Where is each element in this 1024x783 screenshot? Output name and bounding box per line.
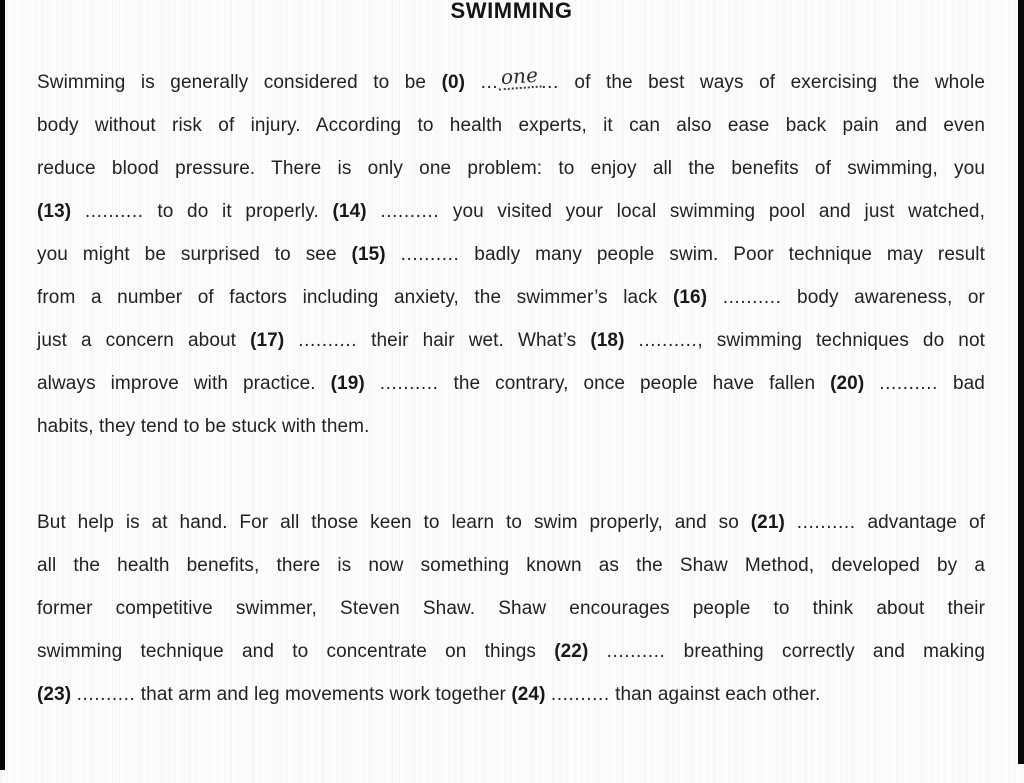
- gap-dots: ..........: [638, 330, 698, 351]
- text-line: [37, 190, 985, 233]
- gap-number: (15): [351, 244, 386, 265]
- text-run: than against each other.: [609, 684, 821, 705]
- gap-number: (21): [750, 512, 785, 533]
- gap-dots: ..........: [796, 512, 856, 533]
- text-line: [37, 501, 985, 544]
- gap-dots: ..........: [879, 373, 939, 394]
- text-line: [37, 147, 985, 190]
- gap-dots: ..........: [380, 201, 440, 222]
- text-line: [37, 104, 985, 147]
- text-run: badly many people swim. Poor technique may result: [459, 244, 985, 265]
- paragraph: [37, 61, 985, 448]
- text-run: bad: [938, 373, 985, 394]
- gap-dots: ..........: [379, 373, 439, 394]
- text-line: [37, 61, 985, 104]
- text-run: from a number of factors including anxiety, the swimmer’s lack: [37, 287, 673, 308]
- text-run: , swimming techniques do not: [697, 330, 985, 351]
- page-title: SWIMMING: [450, 0, 573, 23]
- text-run: their hair wet. What’s: [357, 330, 591, 351]
- text-run: Swimming is generally considered to be: [37, 72, 442, 93]
- text-run: you might be surprised to see: [37, 244, 352, 265]
- gap-number: (20): [830, 373, 865, 394]
- gap-dots: ..........: [76, 684, 136, 705]
- gap-number: (24): [511, 684, 546, 705]
- text-run: that arm and leg movements work together: [135, 684, 512, 705]
- text-run: body without risk of injury. According to health experts, it can also ease back pain and even: [37, 115, 985, 136]
- gap-dots: ...: [541, 72, 559, 93]
- text-run: [864, 373, 879, 394]
- text-run: all the health benefits, there is now something known as the Shaw Method, developed by a: [37, 555, 985, 576]
- scan-edge-right-bar: [1018, 0, 1024, 764]
- text-run: [625, 330, 639, 351]
- text-run: [465, 72, 480, 93]
- paragraph: [37, 501, 985, 716]
- text-run: always improve with practice.: [37, 373, 331, 394]
- text-line: [37, 276, 985, 319]
- passage: [37, 61, 985, 716]
- gap-number: (22): [554, 641, 589, 662]
- text-run: But help is at hand. For all those keen to learn to swim properly, and so: [37, 512, 751, 533]
- text-run: breathing correctly and making: [665, 641, 985, 662]
- text-run: [386, 244, 401, 265]
- text-run: [707, 287, 723, 308]
- gap-number: (23): [37, 684, 72, 705]
- text-run: you visited your local swimming pool and just watched,: [439, 201, 985, 222]
- gap-dots: ..........: [298, 330, 358, 351]
- handwritten-answer: one: [497, 65, 542, 91]
- text-line: [37, 233, 985, 276]
- text-run: [367, 201, 381, 222]
- text-run: [71, 201, 85, 222]
- text-line: [37, 587, 985, 630]
- text-run: [785, 512, 797, 533]
- text-run: swimming technique and to concentrate on things: [37, 641, 555, 662]
- text-run: former competitive swimmer, Steven Shaw. Shaw encourages people to think about their: [37, 598, 985, 619]
- gap-dots: ..........: [722, 287, 782, 308]
- text-line: [37, 673, 985, 716]
- gap-number: (17): [250, 330, 285, 351]
- text-line: [37, 630, 985, 673]
- gap-number: (0): [441, 72, 466, 93]
- gap-dots: ...: [480, 72, 499, 93]
- text-run: just a concern about: [37, 330, 251, 351]
- text-run: of the best ways of exercising the whole: [558, 72, 985, 93]
- gap-number: (14): [332, 201, 367, 222]
- gap-number: (18): [590, 330, 625, 351]
- gap-number: (16): [672, 287, 708, 308]
- text-line: [37, 544, 985, 587]
- text-run: habits, they tend to be stuck with them.: [37, 416, 370, 437]
- gap-dots: ..........: [550, 684, 610, 705]
- text-line: [37, 362, 985, 405]
- text-run: [365, 373, 380, 394]
- text-line: [37, 405, 985, 448]
- text-run: body awareness, or: [781, 287, 985, 308]
- text-run: advantage of: [855, 512, 985, 533]
- text-run: the contrary, once people have fallen: [438, 373, 831, 394]
- gap-dots: ..........: [400, 244, 460, 265]
- gap-dots: ..........: [606, 641, 666, 662]
- text-run: [284, 330, 298, 351]
- text-run: reduce blood pressure. There is only one problem: to enjoy all the benefits of swimming, you: [37, 158, 985, 179]
- text-run: [588, 641, 606, 662]
- text-run: to do it properly.: [143, 201, 333, 222]
- scan-edge-left-bar: [0, 0, 5, 770]
- gap-number: (13): [37, 201, 72, 222]
- text-line: [37, 319, 985, 362]
- gap-dots: ..........: [84, 201, 144, 222]
- gap-number: (19): [330, 373, 365, 394]
